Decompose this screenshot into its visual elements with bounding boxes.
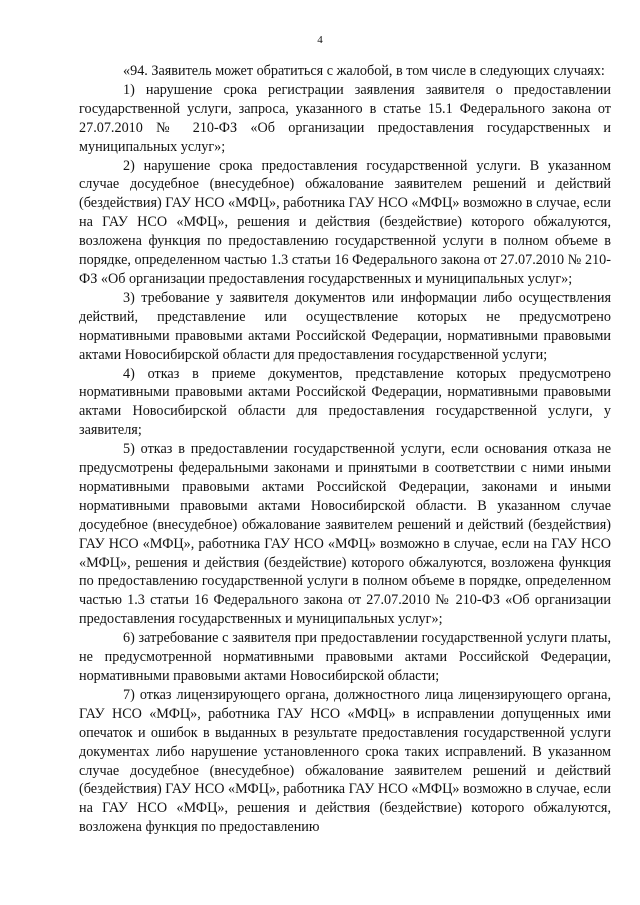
paragraph-item-5: 5) отказ в предоставлении государственной услуги, если основания отказа не предусмотрены федеральными законами и принятыми в соответствии с ними иными нормативными правовыми актами Российской Федерации, законами и иными нормативными правовыми актами Новосибирской области. В указанном случае досудебное (внесудебное) обжалование заявителем решений и действий (бездействия) ГАУ НСО «МФЦ», работника ГАУ НСО «МФЦ» возможно в случае, если на ГАУ НСО «МФЦ», решения и действия (бездействие) которого обжалуются, возложена функция по предоставлению государственной услуги в полном объеме в порядке, определенном частью 1.3 статьи 16 Федерального закона от 27.07.2010 № 210-ФЗ «Об организации предоставления государственных и муниципальных услуг»; xyxy=(79,441,611,628)
paragraph-item-3: 3) требование у заявителя документов или информации либо осуществления действий, представление или осуществление которых не предусмотрено нормативными правовыми актами Российской Федерации, нормативными правовыми актами Новосибирской области для предоставления государственной услуги; xyxy=(79,289,611,363)
page-number: 4 xyxy=(317,34,323,46)
paragraph-item-4: 4) отказ в приеме документов, представление которых предусмотрено нормативными правовыми актами Российской Федерации, нормативными правовыми актами Новосибирской области для предоставления государственной услуги, у заявителя; xyxy=(79,365,611,439)
paragraph-item-2: 2) нарушение срока предоставления государственной услуги. В указанном случае досудебное (внесудебное) обжалование заявителем решений и действий (бездействия) ГАУ НСО «МФЦ», работника ГАУ НСО «МФЦ» возможно в случае, если на ГАУ НСО «МФЦ», решения и действия (бездействие) которого обжалуются, возложена функция по предоставлению государственной услуги в полном объеме в порядке, определенном частью 1.3 статьи 16 Федерального закона от 27.07.2010 № 210-ФЗ «Об организации предоставления государственных и муниципальных услуг»; xyxy=(79,157,611,287)
paragraph-item-7: 7) отказ лицензирующего органа, должностного лица лицензирующего органа, ГАУ НСО «МФЦ», работника ГАУ НСО «МФЦ» в исправлении допущенных ими опечаток и ошибок в выданных в результате предоставления государственной услуги документах либо нарушение установленного срока таких исправлений. В указанном случае досудебное (внесудебное) обжалование заявителем решений и действий (бездействия) ГАУ НСО «МФЦ», работника ГАУ НСО «МФЦ» возможно в случае, если на ГАУ НСО «МФЦ», решения и действия (бездействие) которого обжалуются, возложена функция по предоставлению xyxy=(79,686,611,836)
paragraph-item-6: 6) затребование с заявителя при предоставлении государственной услуги платы, не предусмотренной нормативными правовыми актами Российской Федерации, нормативными правовыми актами Новосибирской области; xyxy=(79,630,611,684)
paragraph-intro: «94. Заявитель может обратиться с жалобой, в том числе в следующих случаях: xyxy=(123,63,605,79)
document-body xyxy=(79,62,611,837)
paragraph-item-1: 1) нарушение срока регистрации заявления заявителя о предоставлении государственной услуги, запроса, указанного в статье 15.1 Федерального закона от 27.07.2010 № 210-ФЗ «Об организации предоставления государственных и муниципальных услуг»; xyxy=(79,81,611,155)
